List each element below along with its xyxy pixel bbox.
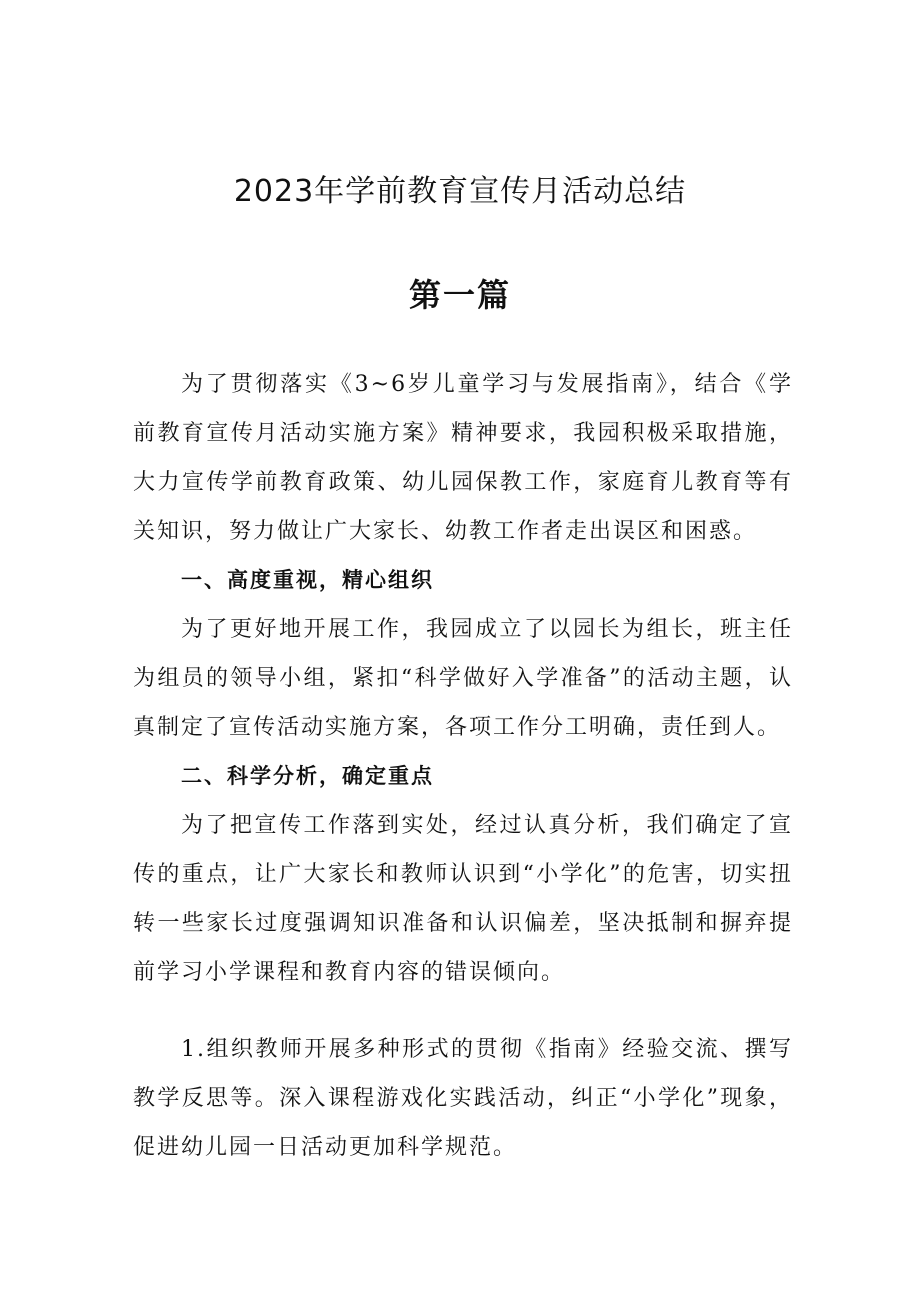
document-body: [133, 360, 793, 1172]
section-heading-2: 二、科学分析，确定重点: [181, 764, 434, 788]
section-paragraph-2: 为了把宣传工作落到实处，经过认真分析，我们确定了宣传的重点，让广大家长和教师认识到“小学化”的危害，切实扭转一些家长过度强调知识准备和认识偏差，坚决抵制和摒弃提前学习小学课程和教育内容的错误倾向。: [133, 813, 793, 985]
document-subtitle: 第一篇: [408, 276, 511, 314]
section-paragraph-1: 为了更好地开展工作，我园成立了以园长为组长，班主任为组员的领导小组，紧扣“科学做好入学准备”的活动主题，认真制定了宣传活动实施方案，各项工作分工明确，责任到人。: [133, 617, 793, 740]
document-title: 2023年学前教育宣传月活动总结: [233, 174, 687, 209]
list-item-1: 1.组织教师开展多种形式的贯彻《指南》经验交流、撰写教学反思等。深入课程游戏化实践活动，纠正“小学化”现象，促进幼儿园一日活动更加科学规范。: [133, 1037, 793, 1160]
intro-paragraph: 为了贯彻落实《3~6岁儿童学习与发展指南》，结合《学前教育宣传月活动实施方案》精神要求，我园积极采取措施，大力宣传学前教育政策、幼儿园保教工作，家庭育儿教育等有关知识，努力做让广大家长、幼教工作者走出误区和困惑。: [133, 372, 793, 544]
section-heading-1: 一、高度重视，精心组织: [181, 568, 434, 592]
